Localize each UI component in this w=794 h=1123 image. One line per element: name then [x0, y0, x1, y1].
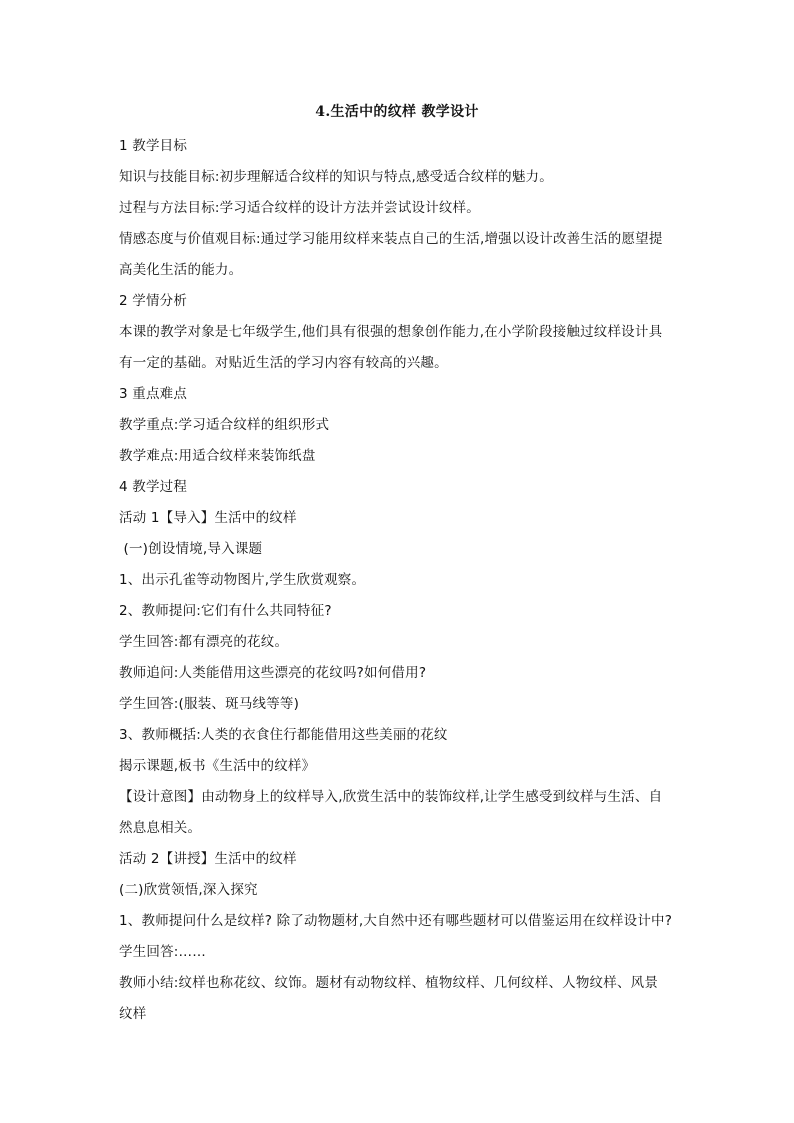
paragraph-line: 然息息相关。: [119, 820, 202, 836]
activity-heading: 活动 2【讲授】生活中的纹样: [119, 851, 297, 867]
paragraph-line: 教学重点:学习适合纹样的组织形式: [119, 417, 330, 433]
paragraph-line: 情感态度与价值观目标:通过学习能用纹样来装点自己的生活,增强以设计改善生活的愿望提: [119, 231, 663, 247]
paragraph-line: 2、教师提问:它们有什么共同特征?: [119, 603, 332, 619]
document-body: [119, 131, 679, 1030]
section-heading-analysis: 2 学情分析: [119, 293, 188, 309]
paragraph-line: 纹样: [119, 1006, 147, 1022]
paragraph-line: 本课的教学对象是七年级学生,他们具有很强的想象创作能力,在小学阶段接触过纹样设计具: [119, 324, 663, 340]
paragraph-line: 知识与技能目标:初步理解适合纹样的知识与特点,感受适合纹样的魅力。: [119, 169, 553, 185]
paragraph-line: 教师小结:纹样也称花纹、纹饰。题材有动物纹样、植物纹样、几何纹样、人物纹样、风景: [119, 975, 659, 991]
paragraph-line: 1、教师提问什么是纹样? 除了动物题材,大自然中还有哪些题材可以借鉴运用在纹样设计中?: [119, 913, 673, 929]
paragraph-line: 高美化生活的能力。: [119, 262, 243, 278]
paragraph-line: 教师追问:人类能借用这些漂亮的花纹吗?如何借用?: [119, 665, 427, 681]
paragraph-line: 学生回答:都有漂亮的花纹。: [119, 634, 289, 650]
activity-heading: 活动 1【导入】生活中的纹样: [119, 510, 297, 526]
paragraph-line: 学生回答:……: [119, 944, 206, 960]
paragraph-line: 有一定的基础。对贴近生活的学习内容有较高的兴趣。: [119, 355, 448, 371]
document-title: 4.生活中的纹样 教学设计: [315, 104, 479, 120]
paragraph-line: 1、出示孔雀等动物图片,学生欣赏观察。: [119, 572, 366, 588]
paragraph-line: (二)欣赏领悟,深入探究: [119, 882, 258, 898]
paragraph-line: 【设计意图】由动物身上的纹样导入,欣赏生活中的装饰纹样,让学生感受到纹样与生活、自: [119, 789, 663, 805]
section-heading-objectives: 1 教学目标: [119, 138, 188, 154]
paragraph-line: 3、教师概括:人类的衣食住行都能借用这些美丽的花纹: [119, 727, 448, 743]
paragraph-line: (一)创设情境,导入课题: [119, 541, 263, 557]
section-heading-key-points: 3 重点难点: [119, 386, 188, 402]
paragraph-line: 过程与方法目标:学习适合纹样的设计方法并尝试设计纹样。: [119, 200, 480, 216]
paragraph-line: 学生回答:(服装、斑马线等等): [119, 696, 300, 712]
paragraph-line: 揭示课题,板书《生活中的纹样》: [119, 758, 316, 774]
section-heading-process: 4 教学过程: [119, 479, 188, 495]
paragraph-line: 教学难点:用适合纹样来装饰纸盘: [119, 448, 316, 464]
